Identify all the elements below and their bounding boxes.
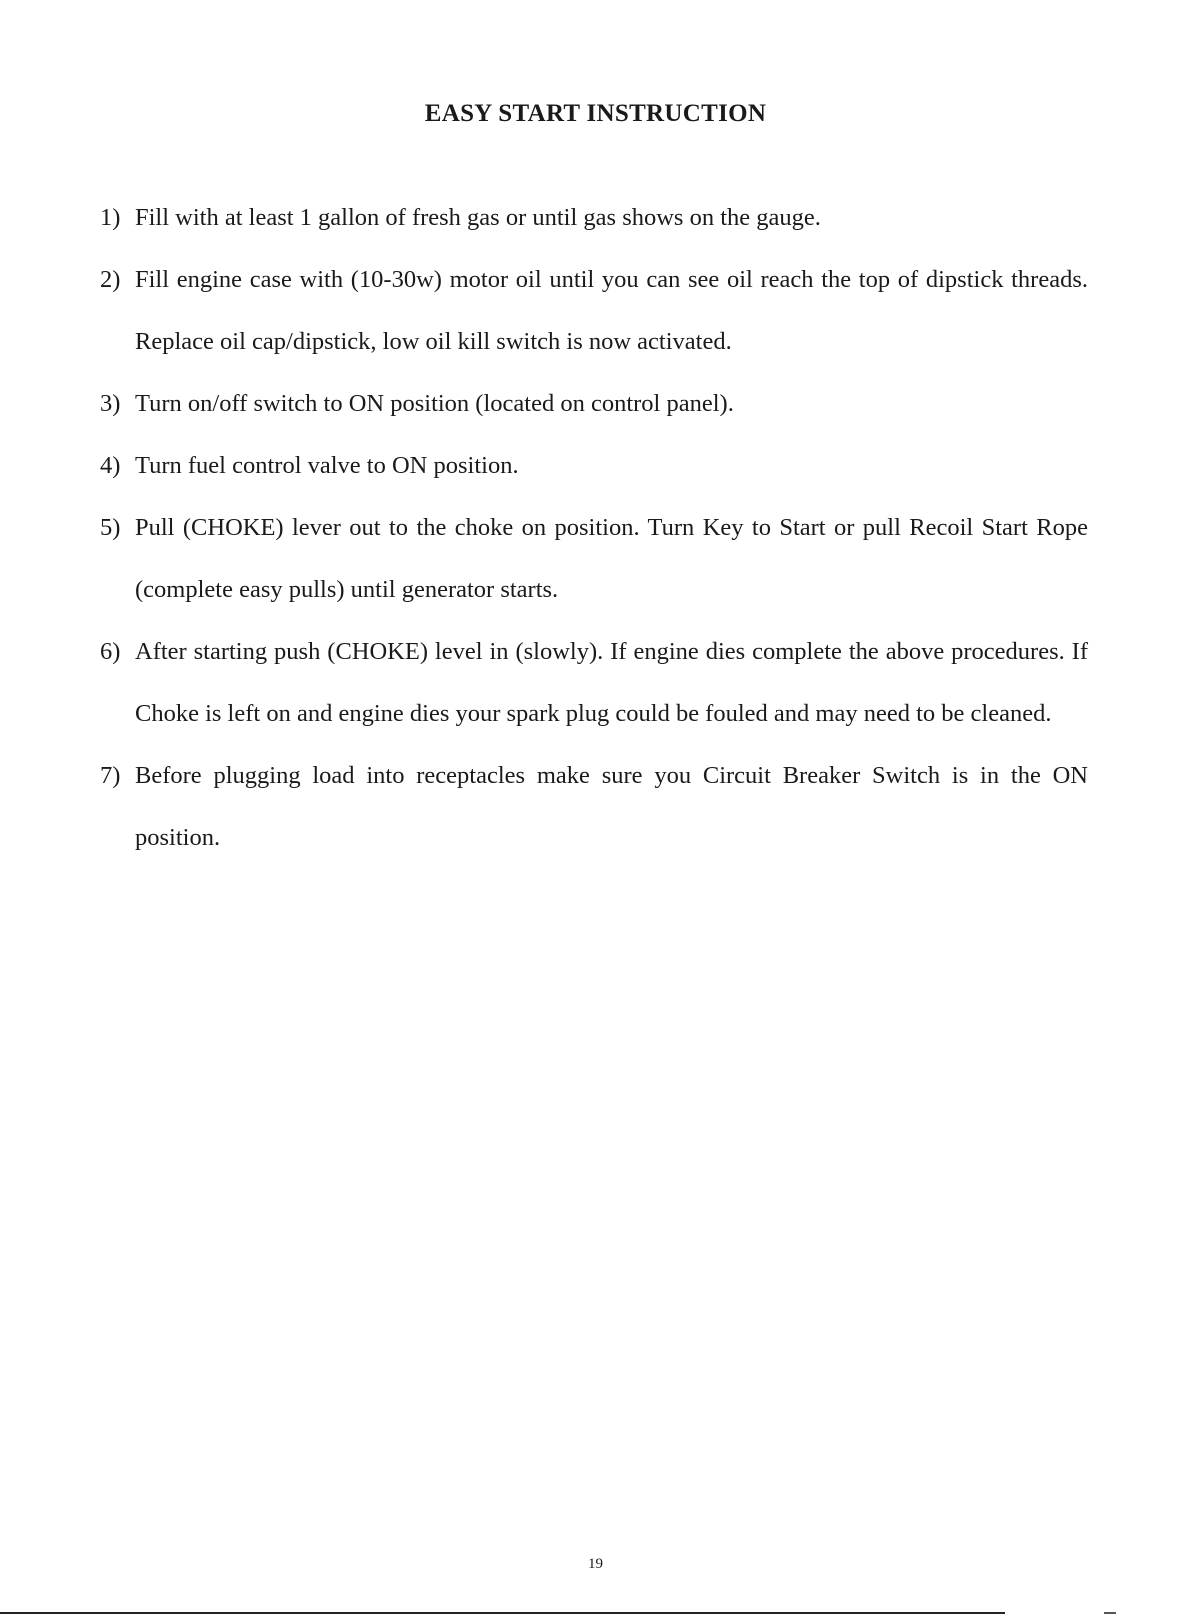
step-text: After starting push (CHOKE) level in (slowly). If engine dies complete the above procedures. If Choke is left on and engine dies your spark plug could be fouled and may need to be cleaned. xyxy=(135,638,1088,727)
step-number: 4) xyxy=(100,452,121,479)
step-text: Before plugging load into receptacles make sure you Circuit Breaker Switch is in the ON position. xyxy=(135,762,1088,851)
step-number: 6) xyxy=(100,638,121,665)
step-text: Turn on/off switch to ON position (located on control panel). xyxy=(135,390,734,417)
step-number: 3) xyxy=(100,390,121,417)
step-number: 1) xyxy=(100,204,121,231)
corner-crop-mark xyxy=(1104,1612,1116,1614)
bottom-divider xyxy=(0,1612,1005,1614)
step-text: Fill with at least 1 gallon of fresh gas or until gas shows on the gauge. xyxy=(135,204,821,231)
instruction-step-6 xyxy=(100,621,1088,745)
page-number: 19 xyxy=(588,1556,603,1572)
instruction-step-2 xyxy=(100,249,1088,373)
page-title: EASY START INSTRUCTION xyxy=(424,100,767,127)
instruction-step-4 xyxy=(100,435,1088,497)
instruction-step-3 xyxy=(100,373,1088,435)
step-text: Fill engine case with (10-30w) motor oil until you can see oil reach the top of dipstick threads. Replace oil cap/dipstick, low oil kill switch is now activated. xyxy=(135,266,1088,355)
instruction-step-7 xyxy=(100,745,1088,869)
step-number: 2) xyxy=(100,266,121,293)
step-number: 7) xyxy=(100,762,121,789)
instruction-step-1 xyxy=(100,187,1088,249)
step-text: Pull (CHOKE) lever out to the choke on position. Turn Key to Start or pull Recoil Start Rope (complete easy pulls) until generator starts. xyxy=(135,514,1088,603)
instruction-list xyxy=(100,187,1088,869)
step-number: 5) xyxy=(100,514,121,541)
instruction-step-5 xyxy=(100,497,1088,621)
step-text: Turn fuel control valve to ON position. xyxy=(135,452,519,479)
